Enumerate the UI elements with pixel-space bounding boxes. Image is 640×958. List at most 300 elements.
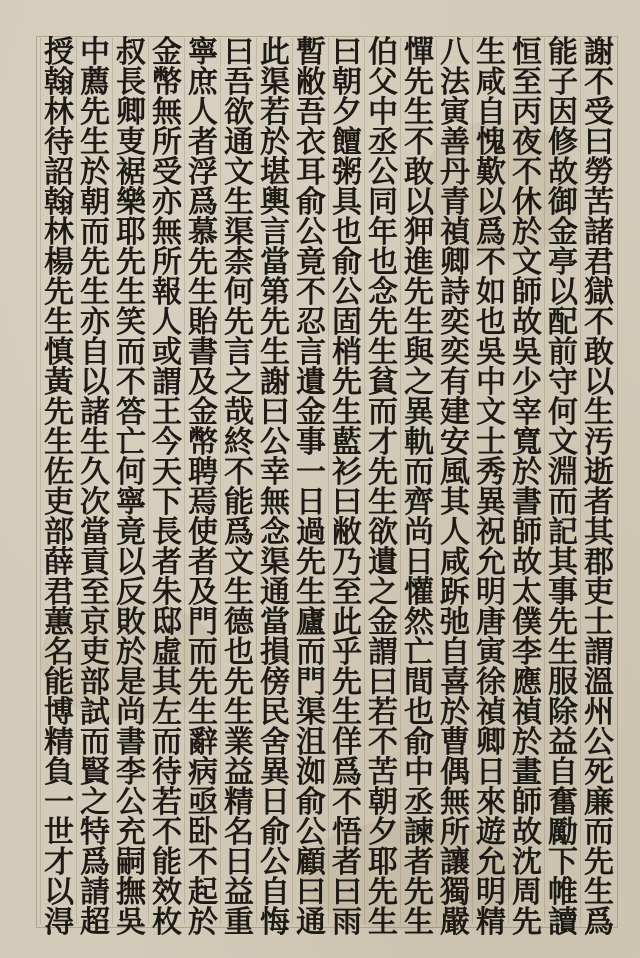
character: 充 — [116, 815, 146, 850]
character: 明 — [476, 875, 506, 910]
character: 亭 — [548, 245, 578, 280]
character: 先 — [332, 665, 362, 700]
character: 朝 — [332, 65, 362, 100]
character: 廉 — [584, 785, 614, 820]
character: 公 — [296, 815, 326, 850]
character: 渠 — [224, 215, 254, 250]
character: 而 — [368, 395, 398, 430]
character: 先 — [44, 395, 74, 430]
character: 異 — [404, 395, 434, 430]
character: 文 — [548, 425, 578, 460]
character: 讀 — [548, 905, 578, 940]
character: 中 — [80, 35, 110, 70]
character: 當 — [260, 605, 290, 640]
character: 不 — [476, 245, 506, 280]
character: 者 — [188, 125, 218, 160]
character: 浮 — [188, 155, 218, 190]
character: 者 — [188, 545, 218, 580]
character: 遺 — [368, 545, 398, 580]
character: 益 — [224, 875, 254, 910]
character: 世 — [44, 815, 74, 850]
character: 於 — [512, 455, 542, 490]
character: 博 — [44, 695, 74, 730]
character: 何 — [548, 395, 578, 430]
character: 書 — [188, 335, 218, 370]
character: 寧 — [188, 35, 218, 70]
character: 嗣 — [116, 845, 146, 880]
character: 之 — [224, 365, 254, 400]
character: 及 — [188, 575, 218, 610]
character: 苦 — [368, 755, 398, 790]
character: 公 — [260, 425, 290, 460]
character: 邸 — [152, 605, 182, 640]
character: 守 — [548, 365, 578, 400]
character: 民 — [260, 695, 290, 730]
character: 秀 — [476, 455, 506, 490]
character: 先 — [224, 305, 254, 340]
text-column — [508, 35, 545, 940]
character: 竟 — [296, 245, 326, 280]
text-column — [580, 35, 617, 940]
character: 謂 — [152, 365, 182, 400]
character: 日 — [296, 485, 326, 520]
character: 名 — [224, 815, 254, 850]
character: 青 — [440, 185, 470, 220]
character: 其 — [584, 515, 614, 550]
character: 同 — [368, 185, 398, 220]
character: 異 — [476, 485, 506, 520]
character: 柰 — [224, 245, 254, 280]
character: 之 — [80, 785, 110, 820]
character: 來 — [476, 785, 506, 820]
character: 而 — [404, 455, 434, 490]
character: 奮 — [548, 785, 578, 820]
character: 也 — [368, 245, 398, 280]
character: 於 — [116, 635, 146, 670]
character: 伯 — [368, 35, 398, 70]
character: 而 — [80, 215, 110, 250]
character: 今 — [152, 425, 182, 460]
character: 所 — [440, 815, 470, 850]
character: 生 — [260, 335, 290, 370]
character: 欲 — [368, 515, 398, 550]
character: 中 — [476, 365, 506, 400]
character: 周 — [512, 875, 542, 910]
character: 敢 — [584, 335, 614, 370]
character: 長 — [116, 65, 146, 100]
character: 次 — [80, 485, 110, 520]
character: 人 — [152, 305, 182, 340]
character: 能 — [548, 35, 578, 70]
character: 乎 — [332, 635, 362, 670]
character: 也 — [224, 635, 254, 670]
character: 朝 — [80, 185, 110, 220]
character: 寬 — [512, 425, 542, 460]
character: 而 — [548, 485, 578, 520]
character: 者 — [332, 845, 362, 880]
character: 受 — [584, 95, 614, 130]
character: 建 — [440, 395, 470, 430]
character: 曰 — [332, 35, 362, 70]
character: 也 — [332, 215, 362, 250]
character: 淵 — [548, 455, 578, 490]
character: 生 — [368, 335, 398, 370]
character: 詩 — [440, 275, 470, 310]
character: 苦 — [584, 185, 614, 220]
character: 師 — [512, 275, 542, 310]
character: 曰 — [260, 395, 290, 430]
character: 進 — [404, 245, 434, 280]
character: 夕 — [332, 95, 362, 130]
character: 奕 — [440, 335, 470, 370]
character: 沈 — [512, 845, 542, 880]
character: 舍 — [260, 725, 290, 760]
character: 幣 — [152, 65, 182, 100]
character: 僕 — [512, 605, 542, 640]
character: 宰 — [512, 395, 542, 430]
character: 懽 — [404, 575, 434, 610]
character: 配 — [548, 305, 578, 340]
character: 軌 — [404, 425, 434, 460]
character: 公 — [296, 215, 326, 250]
character: 其 — [548, 545, 578, 580]
character: 卿 — [440, 245, 470, 280]
character: 偶 — [440, 755, 470, 790]
character: 於 — [80, 155, 110, 190]
character: 特 — [80, 815, 110, 850]
character: 奕 — [440, 305, 470, 340]
character: 詔 — [44, 155, 74, 190]
character: 自 — [548, 755, 578, 790]
character: 子 — [548, 65, 578, 100]
character: 反 — [116, 575, 146, 610]
text-column — [328, 35, 365, 940]
character: 耶 — [116, 215, 146, 250]
character: 吾 — [296, 95, 326, 130]
character: 文 — [476, 395, 506, 430]
character: 自 — [476, 95, 506, 130]
character: 風 — [440, 455, 470, 490]
character: 敝 — [296, 65, 326, 100]
character: 先 — [44, 275, 74, 310]
character: 生 — [116, 275, 146, 310]
character: 寅 — [476, 635, 506, 670]
character: 藍 — [332, 425, 362, 460]
character: 不 — [116, 365, 146, 400]
character: 何 — [224, 275, 254, 310]
character: 師 — [512, 785, 542, 820]
character: 生 — [332, 695, 362, 730]
character: 生 — [368, 905, 398, 940]
character: 俞 — [296, 785, 326, 820]
character: 生 — [44, 425, 74, 460]
text-column — [472, 35, 509, 940]
character: 生 — [548, 635, 578, 670]
character: 爲 — [224, 515, 254, 550]
character: 少 — [512, 365, 542, 400]
character: 幸 — [260, 455, 290, 490]
character: 幣 — [188, 425, 218, 460]
character: 佐 — [44, 455, 74, 490]
text-column — [292, 35, 329, 940]
character: 具 — [332, 185, 362, 220]
character: 林 — [44, 215, 74, 250]
character: 州 — [584, 695, 614, 730]
character: 洳 — [296, 755, 326, 790]
character: 也 — [476, 305, 506, 340]
character: 記 — [548, 515, 578, 550]
character: 爲 — [188, 185, 218, 220]
text-column — [40, 35, 77, 940]
character: 生 — [584, 395, 614, 430]
character: 精 — [224, 785, 254, 820]
character: 曰 — [368, 665, 398, 700]
character: 廬 — [296, 605, 326, 640]
character: 以 — [44, 875, 74, 910]
character: 謂 — [368, 635, 398, 670]
character: 跅 — [440, 575, 470, 610]
character: 第 — [260, 275, 290, 310]
character: 益 — [548, 725, 578, 760]
character: 庶 — [188, 65, 218, 100]
character: 如 — [476, 275, 506, 310]
character: 諸 — [80, 395, 110, 430]
character: 授 — [44, 35, 74, 70]
character: 不 — [296, 275, 326, 310]
character: 曰 — [224, 35, 254, 70]
character: 士 — [584, 605, 614, 640]
character: 先 — [548, 605, 578, 640]
character: 忍 — [296, 305, 326, 340]
character: 丹 — [440, 155, 470, 190]
character: 日 — [404, 545, 434, 580]
character: 狎 — [404, 215, 434, 250]
character: 翰 — [44, 185, 74, 220]
character: 謝 — [584, 35, 614, 70]
character: 公 — [368, 155, 398, 190]
character: 中 — [404, 755, 434, 790]
character: 服 — [548, 665, 578, 700]
character: 曹 — [440, 725, 470, 760]
character: 梢 — [332, 335, 362, 370]
character: 無 — [260, 485, 290, 520]
character: 死 — [584, 755, 614, 790]
character: 乃 — [332, 545, 362, 580]
character: 翰 — [44, 65, 74, 100]
character: 輿 — [260, 185, 290, 220]
character: 畫 — [512, 755, 542, 790]
character: 先 — [584, 845, 614, 880]
character: 朱 — [152, 575, 182, 610]
character: 京 — [80, 605, 110, 640]
character: 自 — [440, 635, 470, 670]
character: 爲 — [584, 905, 614, 940]
character: 先 — [188, 665, 218, 700]
character: 念 — [368, 275, 398, 310]
character: 郡 — [584, 545, 614, 580]
character: 效 — [152, 875, 182, 910]
character: 人 — [440, 515, 470, 550]
character: 顧 — [296, 845, 326, 880]
character: 天 — [152, 455, 182, 490]
character: 而 — [80, 725, 110, 760]
character: 事 — [548, 575, 578, 610]
character: 吳 — [476, 335, 506, 370]
character: 中 — [368, 95, 398, 130]
character: 金 — [368, 605, 398, 640]
character: 間 — [404, 665, 434, 700]
character: 人 — [188, 95, 218, 130]
character: 待 — [44, 125, 74, 160]
character: 欲 — [224, 95, 254, 130]
character: 貽 — [188, 305, 218, 340]
character: 答 — [116, 395, 146, 430]
character: 以 — [80, 365, 110, 400]
character: 亟 — [188, 785, 218, 820]
character: 勞 — [584, 155, 614, 190]
character: 朝 — [368, 785, 398, 820]
character: 弛 — [440, 605, 470, 640]
character: 也 — [404, 695, 434, 730]
character: 明 — [476, 575, 506, 610]
character: 於 — [512, 215, 542, 250]
character: 敝 — [332, 515, 362, 550]
character: 謂 — [584, 635, 614, 670]
character: 公 — [260, 845, 290, 880]
character: 太 — [512, 575, 542, 610]
character: 夕 — [368, 815, 398, 850]
character: 當 — [80, 515, 110, 550]
character: 不 — [584, 305, 614, 340]
character: 因 — [548, 95, 578, 130]
character: 書 — [116, 725, 146, 760]
character: 雨 — [332, 905, 362, 940]
character: 無 — [152, 215, 182, 250]
character: 生 — [404, 305, 434, 340]
character: 言 — [296, 335, 326, 370]
character: 撫 — [116, 875, 146, 910]
character: 者 — [404, 845, 434, 880]
text-column — [364, 35, 401, 940]
character: 枚 — [152, 905, 182, 940]
character: 渠 — [260, 65, 290, 100]
character: 咸 — [440, 545, 470, 580]
character: 亦 — [80, 305, 110, 340]
character: 於 — [188, 905, 218, 940]
character: 君 — [584, 245, 614, 280]
text-column — [148, 35, 185, 940]
character: 先 — [332, 365, 362, 400]
character: 通 — [296, 905, 326, 940]
character: 笑 — [116, 305, 146, 340]
character: 重 — [224, 905, 254, 940]
character: 八 — [440, 35, 470, 70]
character: 李 — [116, 755, 146, 790]
character: 生 — [224, 575, 254, 610]
character: 耳 — [296, 155, 326, 190]
character: 應 — [512, 665, 542, 700]
character: 貢 — [80, 545, 110, 580]
character: 先 — [404, 65, 434, 100]
character: 吏 — [44, 485, 74, 520]
character: 何 — [116, 455, 146, 490]
character: 待 — [152, 755, 182, 790]
character: 不 — [152, 815, 182, 850]
character: 粥 — [332, 155, 362, 190]
character: 一 — [296, 455, 326, 490]
character: 久 — [80, 455, 110, 490]
character: 焉 — [188, 485, 218, 520]
character: 溫 — [584, 665, 614, 700]
text-column — [256, 35, 293, 940]
character: 丙 — [512, 95, 542, 130]
character: 休 — [512, 185, 542, 220]
character: 生 — [584, 875, 614, 910]
character: 損 — [260, 635, 290, 670]
character: 齊 — [404, 485, 434, 520]
character: 聘 — [188, 455, 218, 490]
character: 以 — [404, 185, 434, 220]
character: 自 — [260, 875, 290, 910]
character: 遊 — [476, 815, 506, 850]
character: 先 — [368, 455, 398, 490]
character: 左 — [152, 695, 182, 730]
character: 受 — [152, 155, 182, 190]
character: 帷 — [548, 875, 578, 910]
character: 無 — [152, 95, 182, 130]
character: 或 — [152, 335, 182, 370]
character: 咸 — [476, 65, 506, 100]
character: 與 — [404, 335, 434, 370]
character: 通 — [224, 125, 254, 160]
character: 以 — [584, 365, 614, 400]
character: 先 — [260, 305, 290, 340]
character: 不 — [224, 455, 254, 490]
character: 樂 — [116, 185, 146, 220]
character: 其 — [152, 665, 182, 700]
character: 俞 — [404, 725, 434, 760]
character: 曰 — [296, 875, 326, 910]
character: 之 — [404, 365, 434, 400]
character: 者 — [584, 485, 614, 520]
character: 精 — [44, 725, 74, 760]
character: 生 — [80, 125, 110, 160]
character: 薛 — [44, 545, 74, 580]
character: 善 — [440, 125, 470, 160]
character: 卿 — [116, 95, 146, 130]
character: 而 — [116, 335, 146, 370]
character: 通 — [260, 575, 290, 610]
character: 不 — [188, 845, 218, 880]
character: 賢 — [80, 755, 110, 790]
character: 敢 — [404, 155, 434, 190]
character: 楊 — [44, 245, 74, 280]
character: 不 — [368, 725, 398, 760]
character: 亡 — [404, 635, 434, 670]
character: 叓 — [116, 125, 146, 160]
character: 自 — [80, 335, 110, 370]
character: 裾 — [116, 155, 146, 190]
character: 愧 — [476, 125, 506, 160]
character: 俞 — [260, 815, 290, 850]
character: 卧 — [188, 815, 218, 850]
character: 金 — [152, 35, 182, 70]
character: 事 — [296, 425, 326, 460]
character: 士 — [476, 425, 506, 460]
character: 嚴 — [440, 905, 470, 940]
character: 超 — [80, 905, 110, 940]
character: 悟 — [332, 815, 362, 850]
